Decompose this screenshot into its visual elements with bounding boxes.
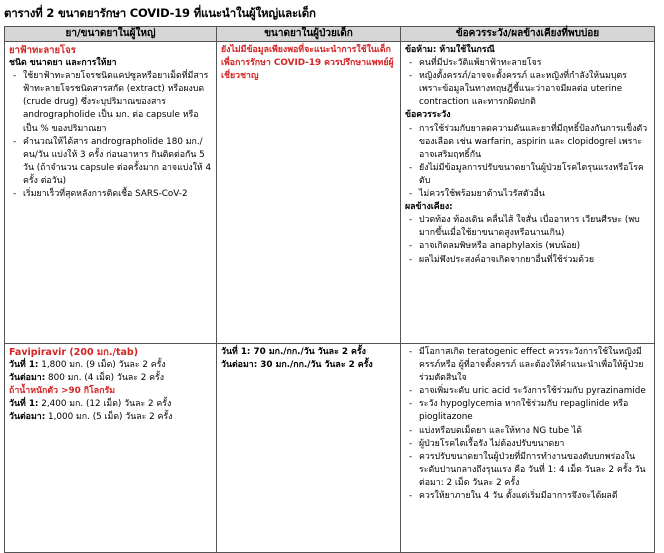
list-item: - คำนวณให้ได้สาร andrographolide 180 มก./คน/วัน แบ่งให้ 3 ครั้ง ก่อนอาหาร กินติดต่อกัน 5 วัน (ถ้าจำนวน capsule ต่อครั้งมาก อาจแบ่งให้ 4 ครั้ง ต่อวัน)	[23, 136, 212, 188]
table-row	[5, 344, 655, 553]
dose-line	[9, 359, 212, 372]
list-item: - เริ่มยาเร็วที่สุดหลังการติดเชื้อ SARS-CoV-2	[23, 188, 212, 201]
list-item: - ระวัง hypoglycemia หากใช้ร่วมกับ repaglinide หรือ pioglitazone	[419, 398, 650, 424]
precautions-cell	[401, 42, 655, 344]
header-child-dose: ขนาดยาในผู้ป่วยเด็ก	[217, 27, 401, 42]
dose-label: วันที่ 1:	[9, 399, 39, 410]
child-dose-cell	[217, 344, 401, 553]
list-item: - ผลไม่พึงประสงค์อาจเกิดจากยาอื่นที่ใช้ร่วมด้วย	[419, 254, 650, 267]
dose-label: วันต่อมา:	[9, 412, 46, 423]
caution-list	[405, 346, 650, 503]
list-item: - ควรให้ยาภายใน 4 วัน ตั้งแต่เริ่มมีอาการจึงจะได้ผลดี	[419, 490, 650, 503]
adult-dose-cell	[5, 344, 217, 553]
list-item: - ผู้ป่วยโรคไตเรื้อรัง ไม่ต้องปรับขนาดยา	[419, 438, 650, 451]
list-item: - แบ่งหรือบดเม็ดยา และให้ทาง NG tube ได้	[419, 425, 650, 438]
dose-value: 800 มก. (4 เม็ด) วันละ 2 ครั้ง	[48, 373, 165, 384]
drug-name: Favipiravir (200 มก./tab)	[9, 347, 139, 358]
list-item: - ใช้ยาฟ้าทะลายโจรชนิดแคปซูลหรือยาเม็ดที่มีสารฟ้าทะลายโจรชนิดสารสกัด (extract) หรือผงบด (crude drug) ซึ่งระบุปริมาณของสาร andrographolide เป็น มก. ต่อ capsule หรือเป็น % ของปริมาณยา	[23, 70, 212, 135]
list-item: - อาจเกิดลมพิษหรือ anaphylaxis (พบน้อย)	[419, 240, 650, 253]
list-item: - ควรปรับขนาดยาในผู้ป่วยที่มีการทำงานของตับบกพร่องในระดับปานกลางถึงรุนแรง คือ วันที่ 1: 4 เม็ด วันละ 2 ครั้ง วันต่อมา: 2 เม็ด วันละ 2 ครั้ง	[419, 451, 650, 490]
header-precautions: ข้อควรระวัง/ผลข้างเคียงที่พบบ่อย	[401, 27, 655, 42]
contraindication-title: ข้อห้าม: ห้ามใช้ในกรณี	[405, 45, 495, 55]
child-dose-cell	[217, 42, 401, 344]
side-effect-title: ผลข้างเคียง:	[405, 202, 453, 213]
dose-label: วันต่อมา:	[9, 373, 46, 384]
contraindication-list	[405, 57, 650, 109]
caution-list	[405, 123, 650, 202]
table-row	[5, 42, 655, 344]
caution-title: ข้อควรระวัง	[405, 110, 451, 121]
list-item: - ไม่ควรใช้พร้อมยาต้านไวรัสตัวอื่น	[419, 188, 650, 201]
drug-name: ยาฟ้าทะลายโจร	[9, 45, 76, 56]
table-header-row	[5, 27, 655, 42]
weight-note: ถ้าน้ำหนักตัว >90 กิโลกรัม	[9, 386, 116, 397]
dose-line	[9, 411, 212, 424]
list-item: - ปวดท้อง ท้องเดิน คลื่นไส้ ใจสั่น เบื่ออาหาร เวียนศีรษะ (พบมากขึ้นเมื่อใช้ยาขนาดสูงหรือนานเกิน)	[419, 214, 650, 240]
list-item: - หญิงตั้งครรภ์/อาจจะตั้งครรภ์ และหญิงที่กำลังให้นมบุตร เพราะข้อมูลในทางทฤษฎีชี้แนะว่าอาจมีผลต่อ uterine contraction และทารกผิดปกติ	[419, 70, 650, 109]
dose-value: 1,800 มก. (9 เม็ด) วันละ 2 ครั้ง	[41, 360, 166, 371]
dose-line	[9, 398, 212, 411]
dosage-table	[4, 26, 655, 553]
dose-line	[9, 372, 212, 385]
subheading: ชนิด ขนาดยา และการให้ยา	[9, 58, 117, 69]
child-note: ยังไม่มีข้อมูลเพียงพอที่จะแนะนำการใช้ในเด็กเพื่อการรักษา COVID-19 ควรปรึกษาแพทย์ผู้เชี่ยวชาญ	[221, 45, 394, 82]
child-dose-day1: วันที่ 1: 70 มก./กก./วัน วันละ 2 ครั้ง	[221, 347, 366, 357]
dose-value: 2,400 มก. (12 เม็ด) วันละ 2 ครั้ง	[41, 399, 172, 410]
list-item: - มีโอกาสเกิด teratogenic effect ควรระวังการใช้ในหญิงมีครรภ์หรือ ผู้ที่อาจตั้งครรภ์ และต้องให้คำแนะนำเพื่อให้ผู้ป่วยร่วมตัดสินใจ	[419, 346, 650, 385]
precautions-cell	[401, 344, 655, 553]
header-adult-dose: ยา/ขนาดยาในผู้ใหญ่	[5, 27, 217, 42]
list-item: - คนที่มีประวัติแพ้ยาฟ้าทะลายโจร	[419, 57, 650, 70]
list-item: - ยังไม่มีข้อมูลการปรับขนาดยาในผู้ป่วยโรคไตรุนแรงหรือโรคตับ	[419, 162, 650, 188]
list-item: - อาจเพิ่มระดับ uric acid ระวังการใช้ร่วมกับ pyrazinamide	[419, 385, 650, 398]
dose-value: 1,000 มก. (5 เม็ด) วันละ 2 ครั้ง	[48, 412, 173, 423]
table-title: ตารางที่ 2 ขนาดยารักษา COVID-19 ที่แนะนำในผู้ใหญ่และเด็ก	[4, 6, 316, 20]
list-item: - การใช้ร่วมกับยาลดความดันและยาที่มีฤทธิ์ป้องกันการแข็งตัวของเลือด เช่น warfarin, aspirin และ clopidogrel เพราะอาจเสริมฤทธิ์กัน	[419, 123, 650, 162]
side-effect-list	[405, 214, 650, 266]
adult-dose-cell	[5, 42, 217, 344]
dose-label: วันที่ 1:	[9, 360, 39, 371]
adult-dose-list	[9, 70, 212, 201]
child-dose-next: วันต่อมา: 30 มก./กก./วัน วันละ 2 ครั้ง	[221, 360, 373, 371]
